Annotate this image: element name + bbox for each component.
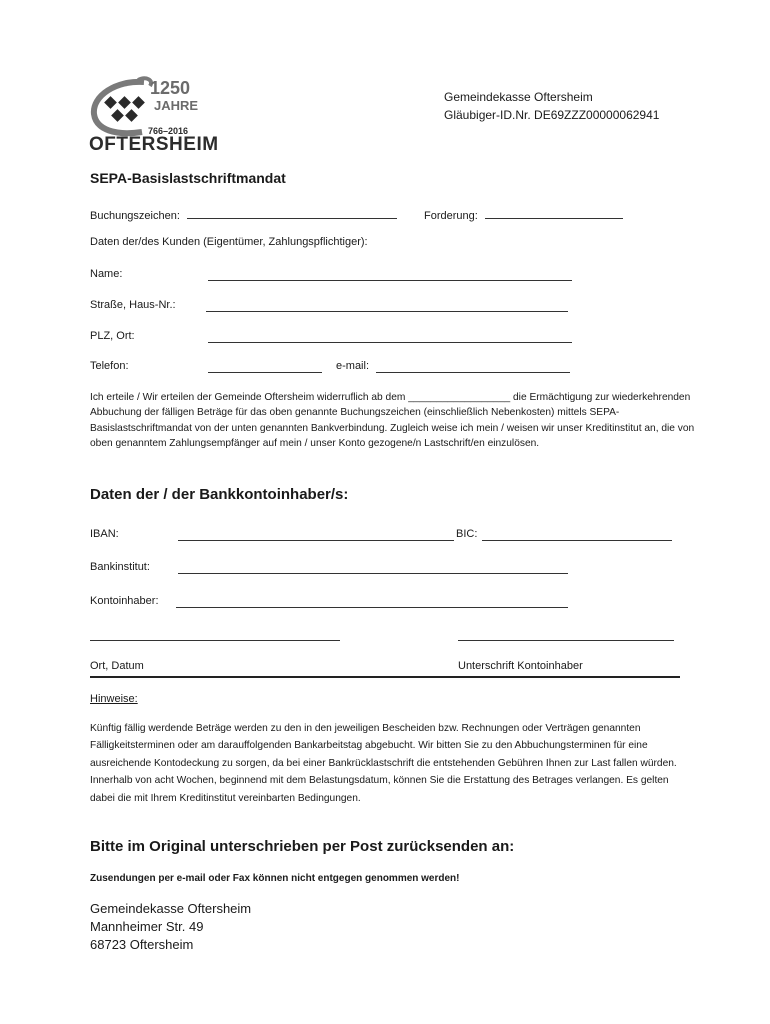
creditor-info: [444, 88, 659, 124]
bic-field[interactable]: [482, 528, 672, 541]
customer-heading: Daten der/des Kunden (Eigentümer, Zahlungspflichtiger):: [90, 236, 368, 248]
institute-label: Bankinstitut:: [90, 561, 150, 573]
street-label: Straße, Haus-Nr.:: [90, 299, 176, 311]
institute-field[interactable]: [178, 561, 568, 574]
iban-field[interactable]: [178, 528, 454, 541]
holder-label: Kontoinhaber:: [90, 595, 159, 607]
logo-years: 766–2016: [148, 126, 189, 136]
signature-label: Unterschrift Kontoinhaber: [458, 660, 583, 672]
name-label: Name:: [90, 268, 123, 280]
creditor-name: Gemeindekasse Oftersheim: [444, 90, 593, 104]
signature-line[interactable]: [458, 640, 674, 641]
plz-label: PLZ, Ort:: [90, 330, 135, 342]
iban-label: IBAN:: [90, 528, 119, 540]
creditor-id: Gläubiger-ID.Nr. DE69ZZZ00000062941: [444, 108, 660, 122]
bank-heading: Daten der / der Bankkontoinhaber/s:: [90, 486, 349, 503]
phone-label: Telefon:: [90, 360, 129, 372]
bic-label: BIC:: [456, 528, 478, 540]
notes-text: Künftig fällig werdende Beträge werden zu den in den jeweiligen Bescheiden bzw. Rechnungen oder Verträgen genannten Fälligkeitsterminen oder am darauffolgenden Bankarbeitstag abgebucht. Wir bitten Sie zu den Abbuchungsterminen für eine ausreichende Kontodeckung zu sorgen, da bei einer Bankrücklastschrift die entstehenden Gebühren Ihnen zur Last fallen würden. Innerhalb von acht Wochen, beginnend mit dem Belastungsdatum, können Sie die Erstattung des Betrages verlangen. Es gelten dabei die mit Ihrem Kreditinstitut vereinbarten Bedingungen.: [90, 723, 677, 804]
forderung-label: Forderung:: [424, 210, 478, 222]
holder-field[interactable]: [176, 595, 568, 608]
phone-field[interactable]: [208, 360, 322, 373]
notes-heading: Hinweise:: [90, 693, 138, 705]
name-field[interactable]: [208, 268, 572, 281]
return-heading: Bitte im Original unterschrieben per Post zurücksenden an:: [90, 838, 515, 855]
mandate-text: Ich erteile / Wir erteilen der Gemeinde Oftersheim widerruflich ab dem __________________ die Ermächtigung zur wiederkehrenden Abbuchung der fälligen Beträge für das oben genannte Buchungszeichen (einschließlich Nebenkosten) mittels SEPA-Basislastschriftmandat von der unten genannten Bankverbindung. Zugleich weise ich mein / weisen wir unser Kreditinstitut an, die von oben genanntem Zahlungsempfänger auf mein / unser Konto gezogene/n Lastschrift/en einzulösen.: [90, 392, 695, 450]
street-field[interactable]: [206, 299, 568, 312]
plz-field[interactable]: [208, 330, 572, 343]
form-title: SEPA-Basislastschriftmandat: [90, 170, 286, 186]
logo-jahre: JAHRE: [154, 98, 199, 113]
place-date-line[interactable]: [90, 640, 340, 641]
place-date-label: Ort, Datum: [90, 660, 144, 672]
return-address: [90, 900, 251, 954]
municipality-logo: [86, 76, 219, 156]
booking-row: [90, 206, 397, 222]
logo-anniversary: 1250: [150, 78, 191, 98]
logo-town: OFTERSHEIM: [89, 134, 219, 155]
address-line-2: Mannheimer Str. 49: [90, 919, 204, 934]
buchungszeichen-label: Buchungszeichen:: [90, 210, 180, 222]
forderung-field[interactable]: [485, 206, 623, 219]
buchungszeichen-field[interactable]: [187, 206, 397, 219]
divider: [90, 676, 680, 678]
return-warning: Zusendungen per e-mail oder Fax können nicht entgegen genommen werden!: [90, 873, 460, 884]
address-line-1: Gemeindekasse Oftersheim: [90, 901, 252, 916]
email-label: e-mail:: [336, 360, 370, 372]
address-line-3: 68723 Oftersheim: [90, 937, 194, 952]
email-field[interactable]: [376, 360, 570, 373]
forderung-row: [424, 206, 623, 222]
